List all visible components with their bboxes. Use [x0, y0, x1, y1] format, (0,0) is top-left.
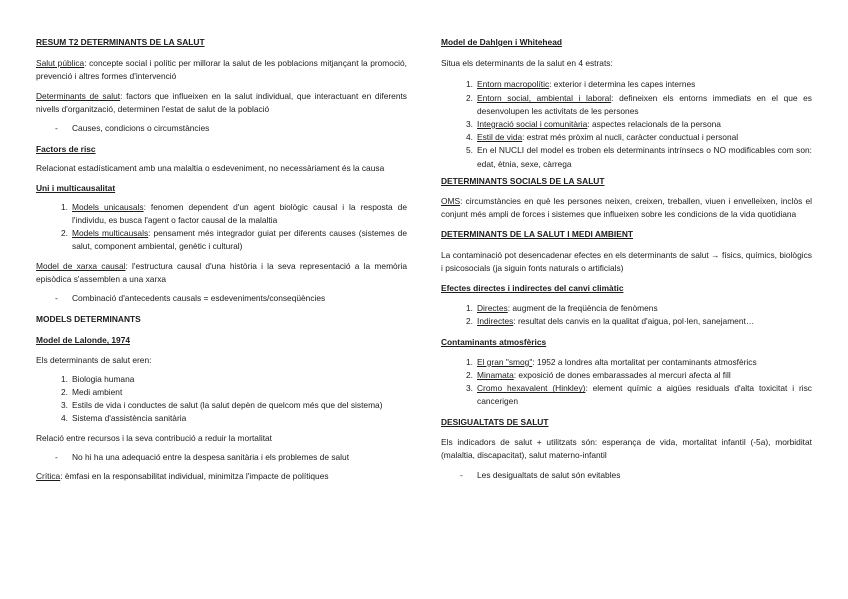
multicausalitat-list — [36, 201, 407, 254]
relacio-paragraph: Relació entre recursos i la seva contribució a reduir la mortalitat — [36, 432, 273, 443]
dash-bullet: - — [55, 451, 58, 462]
document-title: RESUM T2 DETERMINANTS DE LA SALUT — [36, 37, 205, 47]
salut-publica-text: : concepte social i polític per millorar la salut de les poblacions mitjançant la promoció, prevenció i altres formes d'intervenció — [36, 58, 407, 82]
list-item: 5. En el NUCLI del model es troben els determinants intrínsecs o NO modificables com son: edat, ètnia, sexe, càrrega — [466, 145, 812, 169]
efectes-list — [441, 302, 812, 328]
efectes-heading: Efectes directes i indirectes del canvi climàtic — [441, 283, 624, 294]
list-item: - Combinació d'antecedents causals = esdeveniments/conseqüències — [72, 292, 407, 305]
lalonde-intro: Els determinants de salut eren: — [36, 354, 152, 365]
xarxa-bullet-list — [36, 292, 407, 305]
left-column — [36, 36, 407, 483]
critica-term: Crítica — [36, 471, 61, 482]
list-item: 3. Cromo hexavalent (Hinkley): element químic a aigües residuals d'alta toxicitat i risc cancerigen — [466, 383, 812, 407]
factors-heading: Factors de risc — [36, 144, 96, 155]
oms-text: : circumstàncies en què les persones neixen, creixen, treballen, viuen i envelleixen, inclòs el conjunt més ampli de forces i sistemes que influeixen sobre les condicions de la vida quotidiana — [441, 196, 812, 220]
list-item: 2. Models multicausals: pensament més integrador guiat per diferents causes (sistemes de salut, component ambiental, genètic i cultural) — [61, 228, 408, 252]
oms-paragraph — [441, 195, 812, 221]
list-item: 4. Estil de vida: estrat més pròxim al nucli, caràcter conductual i personal — [466, 132, 739, 143]
desigualtats-heading: DESIGUALTATS DE SALUT — [441, 416, 549, 427]
list-item: 1. Models unicausals: fenomen dependent d'un agent biològic causal i la resposta de l'individu, es busca l'agent o factor causal de la malaltia — [61, 201, 408, 226]
xarxa-text: : l'estructura causal d'una història i la seva representació a la memòria episòdica s'assemblen a una xarxa — [36, 260, 408, 284]
determinants-bullet-list — [36, 122, 407, 135]
models-heading: MODELS DETERMINANTS — [36, 314, 141, 325]
multicausalitat-heading: Uni i multicausalitat — [36, 182, 116, 193]
determinants-paragraph — [36, 90, 407, 116]
socials-heading: DETERMINANTS SOCIALS DE LA SALUT — [441, 175, 605, 186]
oms-term: OMS — [441, 196, 461, 207]
list-item: 2. Minamata: exposició de dones embarassades al mercuri afecta al fill — [466, 370, 731, 381]
ambient-heading: DETERMINANTS DE LA SALUT I MEDI AMBIENT — [441, 229, 633, 240]
determinants-term: Determinants de salut — [36, 90, 121, 101]
list-item: 1. Entorn macropolític: exterior i determina les capes internes — [466, 79, 696, 90]
list-item: 4. Sistema d'assistència sanitària — [61, 413, 187, 424]
desigualtats-paragraph: Els indicadors de salut + utilitzats són: esperança de vida, mortalitat infantil (-5a), morbiditat (malaltia, discapacitat), salut materno-infantil — [441, 436, 812, 461]
dash-bullet: - — [55, 123, 58, 134]
dahlgen-intro: Situa els determinants de la salut en 4 estrats: — [441, 58, 613, 69]
critica-paragraph — [36, 470, 407, 483]
list-item: 3. Integració social i comunitària: aspectes relacionals de la persona — [466, 119, 721, 130]
list-item: 1. Directes: augment de la freqüència de fenòmens — [466, 303, 658, 314]
salut-publica-term: Salut pública — [36, 58, 85, 69]
dash-bullet: - — [460, 470, 463, 481]
list-item: 2. Indirectes: resultat dels canvis en la qualitat d'aigua, pol·len, sanejament… — [466, 316, 755, 327]
dahlgen-heading: Model de Dahlgen i Whitehead — [441, 37, 562, 47]
salut-publica-paragraph — [36, 57, 407, 83]
list-item: - No hi ha una adequació entre la despesa sanitària i els problemes de salut — [72, 451, 407, 464]
list-item: - Causes, condicions o circumstàncies — [72, 122, 407, 135]
relacio-bullet-list — [36, 451, 407, 464]
desigualtats-bullet-list — [441, 469, 812, 482]
critica-text: : èmfasi en la responsabilitat individual, minimitza l'impacte de polítiques — [60, 471, 329, 482]
list-item: 2. Medi ambient — [61, 387, 123, 398]
list-item: 1. El gran "smog": 1952 a londres alta mortalitat per contaminants atmosfèrics — [466, 356, 757, 367]
list-item: - Les desigualtats de salut són evitables — [477, 469, 812, 482]
factors-paragraph: Relacionat estadísticament amb una malaltia o esdeveniment, no necessàriament és la causa — [36, 163, 385, 174]
list-item: 2. Entorn social, ambiental i laboral: defineixen els entorns immediats en el que es desenvolupen les activitats de les persones — [466, 92, 812, 116]
lalonde-heading: Model de Lalonde, 1974 — [36, 335, 131, 346]
contaminants-list — [441, 356, 812, 409]
dash-bullet: - — [55, 293, 58, 304]
lalonde-list — [36, 373, 407, 426]
ambient-paragraph: La contaminació pot desencadenar efectes en els determinants de salut → físics, químics, biològics i psicosocials (ja siguin fonts naturals o artificials) — [441, 249, 812, 273]
list-item: 3. Estils de vida i conductes de salut (la salut depèn de quelcom més que del sistema) — [61, 400, 383, 411]
right-column — [441, 36, 812, 482]
dahlgen-list — [441, 78, 812, 170]
contaminants-heading: Contaminants atmosfèrics — [441, 336, 547, 347]
xarxa-term: Model de xarxa causal — [36, 260, 126, 271]
determinants-text: : factors que influeixen en la salut individual, que interactuant en diferents nivells d'organització, determinen l'estat de salut de la població — [36, 90, 407, 114]
list-item: 1. Biologia humana — [61, 373, 135, 384]
xarxa-paragraph — [36, 260, 407, 286]
